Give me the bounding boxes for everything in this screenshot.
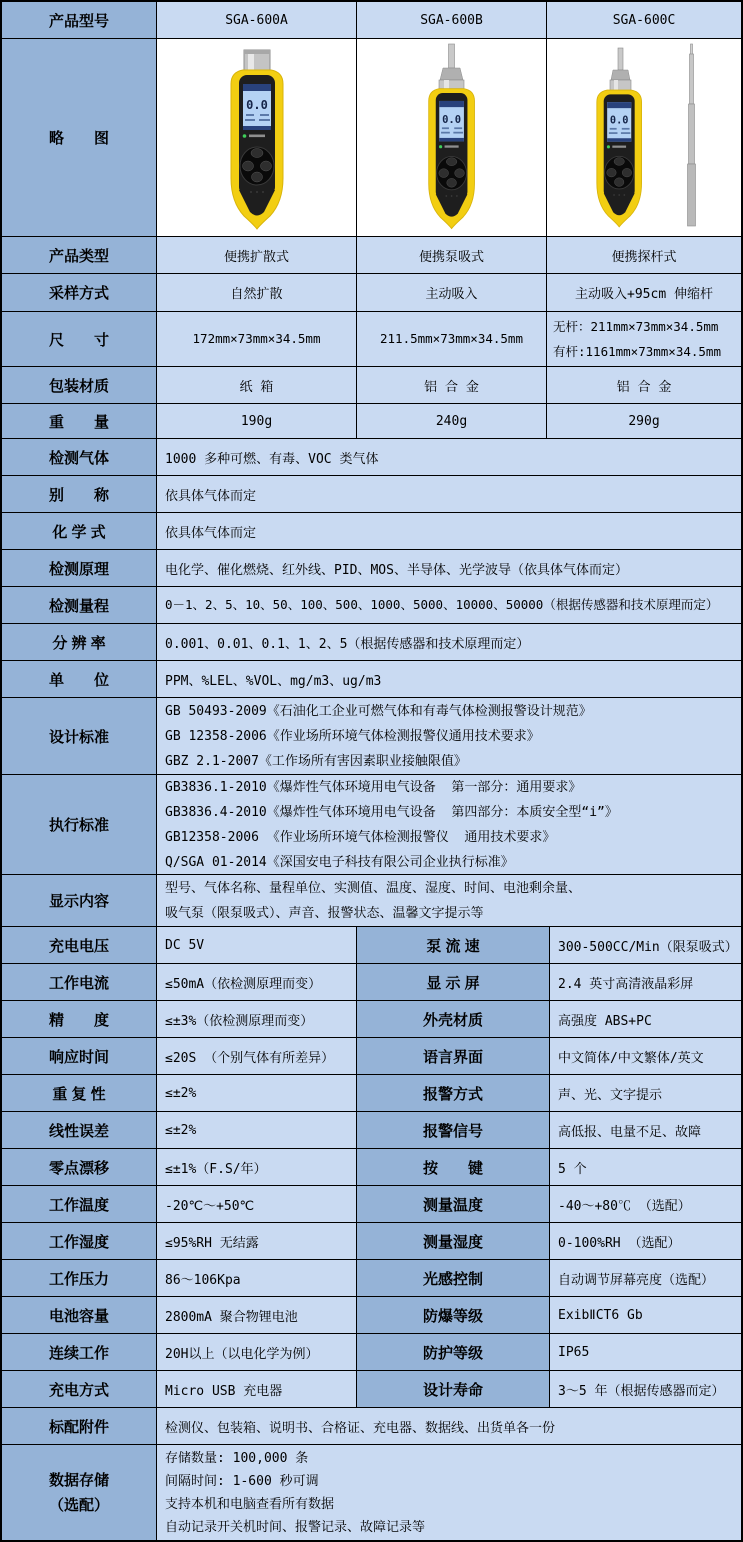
spec-row-charging-method xyxy=(2,1371,741,1408)
row-label: 连续工作 xyxy=(2,1334,157,1370)
standard-line: Q/SGA 01-2014《深国安电子科技有限公司企业执行标准》 xyxy=(165,854,514,870)
spec-row-charging-voltage xyxy=(2,927,741,964)
row-label: 单 位 xyxy=(2,661,157,697)
cell-value: Micro USB 充电器 xyxy=(157,1371,357,1407)
cell-value: 300-500CC/Min（限泵吸式） xyxy=(550,927,741,963)
model-name-sga-600c: SGA-600C xyxy=(547,2,741,38)
row-label: 线性误差 xyxy=(2,1112,157,1148)
row-product-type xyxy=(2,237,741,274)
row-label: 精 度 xyxy=(2,1001,157,1037)
device-image-sga-600a xyxy=(187,42,327,234)
cell-value: 240g xyxy=(357,404,547,438)
row-label: 充电电压 xyxy=(2,927,157,963)
cell-value: DC 5V xyxy=(157,927,357,963)
dimensions-with-rod: 有杆:1161mm×73mm×34.5mm xyxy=(553,344,721,359)
row-label: 分 辨 率 xyxy=(2,624,157,660)
cell-value: 1000 多种可燃、有毒、VOC 类气体 xyxy=(157,439,741,475)
row-label-line: 数据存储 xyxy=(48,1471,109,1489)
row-label-data-storage xyxy=(2,1445,157,1540)
row-sampling-method xyxy=(2,274,741,312)
standard-line: GB 12358-2006《作业场所环境气体检测报警仪通用技术要求》 xyxy=(165,728,540,744)
row-label: 按 键 xyxy=(357,1149,550,1185)
cell-value: ≤±3%（依检测原理而变） xyxy=(157,1001,357,1037)
row-label: 采样方式 xyxy=(2,274,157,311)
row-label: 防爆等级 xyxy=(357,1297,550,1333)
cell-value: 211.5mm×73mm×34.5mm xyxy=(357,312,547,366)
standard-line: GB 50493-2009《石油化工企业可燃气体和有毒气体检测报警设计规范》 xyxy=(165,703,592,719)
row-label: 重 量 xyxy=(2,404,157,438)
row-label: 显 示 屏 xyxy=(357,964,550,1000)
row-label-product-model: 产品型号 xyxy=(2,2,157,38)
cell-value-execution-standards xyxy=(157,775,741,874)
row-label-line: （选配） xyxy=(48,1496,109,1514)
spec-row-response-time xyxy=(2,1038,741,1075)
row-execution-standards xyxy=(2,775,741,875)
cell-value: PPM、%LEL、%VOL、mg/m3、ug/m3 xyxy=(157,661,741,697)
spec-row-linearity-error xyxy=(2,1112,741,1149)
sketch-cell-c xyxy=(547,39,741,236)
content-line: 型号、气体名称、量程单位、实测值、温度、湿度、时间、电池剩余量、 xyxy=(165,880,582,896)
cell-value: 2800mA 聚合物锂电池 xyxy=(157,1297,357,1333)
row-label: 工作压力 xyxy=(2,1260,157,1296)
row-label: 泵 流 速 xyxy=(357,927,550,963)
row-label: 重 复 性 xyxy=(2,1075,157,1111)
device-image-sga-600b xyxy=(382,42,522,234)
spec-row-repeatability xyxy=(2,1075,741,1112)
cell-value: IP65 xyxy=(550,1334,741,1370)
row-label: 电池容量 xyxy=(2,1297,157,1333)
spec-row-working-humidity xyxy=(2,1223,741,1260)
sketch-row xyxy=(2,39,741,237)
row-label-sketch: 略 图 xyxy=(2,39,157,236)
row-label: 设计寿命 xyxy=(357,1371,550,1407)
cell-value: 纸 箱 xyxy=(157,367,357,403)
sketch-cell-a xyxy=(157,39,357,236)
cell-value: 声、光、文字提示 xyxy=(550,1075,741,1111)
row-standard-accessories xyxy=(2,1408,741,1445)
spec-row-working-temperature xyxy=(2,1186,741,1223)
cell-value: 中文简体/中文繁体/英文 xyxy=(550,1038,741,1074)
cell-value: ≤95%RH 无结露 xyxy=(157,1223,357,1259)
row-label: 工作温度 xyxy=(2,1186,157,1222)
row-detected-gases xyxy=(2,439,741,476)
row-label: 检测量程 xyxy=(2,587,157,623)
row-resolution xyxy=(2,624,741,661)
spec-row-continuous-operation xyxy=(2,1334,741,1371)
cell-value: 依具体气体而定 xyxy=(157,476,741,512)
dimensions-no-rod: 无杆：211mm×73mm×34.5mm xyxy=(553,319,719,334)
cell-value: ≤±1%（F.S/年） xyxy=(157,1149,357,1185)
row-units xyxy=(2,661,741,698)
spec-row-accuracy xyxy=(2,1001,741,1038)
row-label: 报警方式 xyxy=(357,1075,550,1111)
row-label: 测量温度 xyxy=(357,1186,550,1222)
row-label: 检测原理 xyxy=(2,550,157,586)
cell-value: 铝 合 金 xyxy=(357,367,547,403)
cell-value: 检测仪、包装箱、说明书、合格证、充电器、数据线、出货单各一份 xyxy=(157,1408,741,1444)
standard-line: GB3836.1-2010《爆炸性气体环境用电气设备 第一部分：通用要求》 xyxy=(165,779,582,795)
cell-value: ≤±2% xyxy=(157,1075,357,1111)
cell-value: 0－1、2、5、10、50、100、500、1000、5000、10000、50000（根据传感器和技术原理而定） xyxy=(157,587,741,623)
row-label: 充电方式 xyxy=(2,1371,157,1407)
row-label: 语言界面 xyxy=(357,1038,550,1074)
cell-value: 3～5 年（根据传感器而定） xyxy=(550,1371,741,1407)
row-label: 显示内容 xyxy=(2,875,157,926)
cell-value: 86～106Kpa xyxy=(157,1260,357,1296)
row-label: 别 称 xyxy=(2,476,157,512)
row-detection-principle xyxy=(2,550,741,587)
cell-value: ≤20S （个别气体有所差异） xyxy=(157,1038,357,1074)
row-label: 产品类型 xyxy=(2,237,157,273)
cell-value: 便携扩散式 xyxy=(157,237,357,273)
cell-value-display-content xyxy=(157,875,741,926)
spec-row-battery-capacity xyxy=(2,1297,741,1334)
row-label: 工作湿度 xyxy=(2,1223,157,1259)
row-packaging-material xyxy=(2,367,741,404)
cell-value: 高强度 ABS+PC xyxy=(550,1001,741,1037)
cell-value: 便携泵吸式 xyxy=(357,237,547,273)
model-name-sga-600b: SGA-600B xyxy=(357,2,547,38)
standard-line: GBZ 2.1-2007《工作场所有害因素职业接触限值》 xyxy=(165,753,467,769)
table-header-row xyxy=(2,2,741,39)
cell-value: 0.001、0.01、0.1、1、2、5（根据传感器和技术原理而定） xyxy=(157,624,741,660)
cell-value: 172mm×73mm×34.5mm xyxy=(157,312,357,366)
row-display-content xyxy=(2,875,741,927)
cell-value: 主动吸入+95cm 伸缩杆 xyxy=(547,274,741,311)
row-label: 外壳材质 xyxy=(357,1001,550,1037)
row-label: 包装材质 xyxy=(2,367,157,403)
cell-value: 20H以上（以电化学为例） xyxy=(157,1334,357,1370)
row-label: 设计标准 xyxy=(2,698,157,774)
row-chemical-formula xyxy=(2,513,741,550)
row-label: 标配附件 xyxy=(2,1408,157,1444)
standard-line: GB12358-2006 《作业场所环境气体检测报警仪 通用技术要求》 xyxy=(165,829,556,845)
cell-value: 电化学、催化燃烧、红外线、PID、MOS、半导体、光学波导（依具体气体而定） xyxy=(157,550,741,586)
cell-value: 依具体气体而定 xyxy=(157,513,741,549)
content-line: 吸气泵（限泵吸式）、声音、报警状态、温馨文字提示等 xyxy=(165,905,484,921)
row-label: 响应时间 xyxy=(2,1038,157,1074)
row-label: 尺 寸 xyxy=(2,312,157,366)
row-label: 测量湿度 xyxy=(357,1223,550,1259)
storage-line: 存储数量: 100,000 条 xyxy=(165,1450,309,1466)
row-detection-range xyxy=(2,587,741,624)
cell-value: 190g xyxy=(157,404,357,438)
row-label: 检测气体 xyxy=(2,439,157,475)
row-label: 工作电流 xyxy=(2,964,157,1000)
storage-line: 间隔时间: 1-600 秒可调 xyxy=(165,1473,319,1489)
row-label: 执行标准 xyxy=(2,775,157,874)
storage-line: 自动记录开关机时间、报警记录、故障记录等 xyxy=(165,1519,426,1535)
spec-row-zero-drift xyxy=(2,1149,741,1186)
row-label: 化 学 式 xyxy=(2,513,157,549)
row-weight xyxy=(2,404,741,439)
row-label: 光感控制 xyxy=(357,1260,550,1296)
cell-value: 高低报、电量不足、故障 xyxy=(550,1112,741,1148)
cell-value: 自动调节屏幕亮度（选配） xyxy=(550,1260,741,1296)
row-design-standards xyxy=(2,698,741,775)
cell-value: ≤±2% xyxy=(157,1112,357,1148)
cell-value-dimensions-c xyxy=(547,312,741,366)
cell-value: 0-100%RH （选配） xyxy=(550,1223,741,1259)
row-data-storage xyxy=(2,1445,741,1540)
row-label: 防护等级 xyxy=(357,1334,550,1370)
cell-value-design-standards xyxy=(157,698,741,774)
model-name-sga-600a: SGA-600A xyxy=(157,2,357,38)
spec-row-working-pressure xyxy=(2,1260,741,1297)
telescopic-rod xyxy=(688,44,696,226)
standard-line: GB3836.4-2010《爆炸性气体环境用电气设备 第四部分：本质安全型“i”》 xyxy=(165,804,618,820)
storage-line: 支持本机和电脑查看所有数据 xyxy=(165,1496,335,1512)
row-label: 零点漂移 xyxy=(2,1149,157,1185)
cell-value: 便携探杆式 xyxy=(547,237,741,273)
spec-row-working-current xyxy=(2,964,741,1001)
cell-value: 自然扩散 xyxy=(157,274,357,311)
cell-value: 主动吸入 xyxy=(357,274,547,311)
cell-value: ExibⅡCT6 Gb xyxy=(550,1297,741,1333)
cell-value: -20℃～+50℃ xyxy=(157,1186,357,1222)
cell-value: 290g xyxy=(547,404,741,438)
cell-value-data-storage xyxy=(157,1445,741,1540)
cell-value: 2.4 英寸高清液晶彩屏 xyxy=(550,964,741,1000)
cell-value: 铝 合 金 xyxy=(547,367,741,403)
cell-value: 5 个 xyxy=(550,1149,741,1185)
row-label: 报警信号 xyxy=(357,1112,550,1148)
cell-value: ≤50mA（依检测原理而变） xyxy=(157,964,357,1000)
device-image-sga-600c xyxy=(569,42,719,234)
cell-value: -40～+80℃ （选配） xyxy=(550,1186,741,1222)
row-alias xyxy=(2,476,741,513)
row-dimensions xyxy=(2,312,741,367)
sketch-cell-b xyxy=(357,39,547,236)
